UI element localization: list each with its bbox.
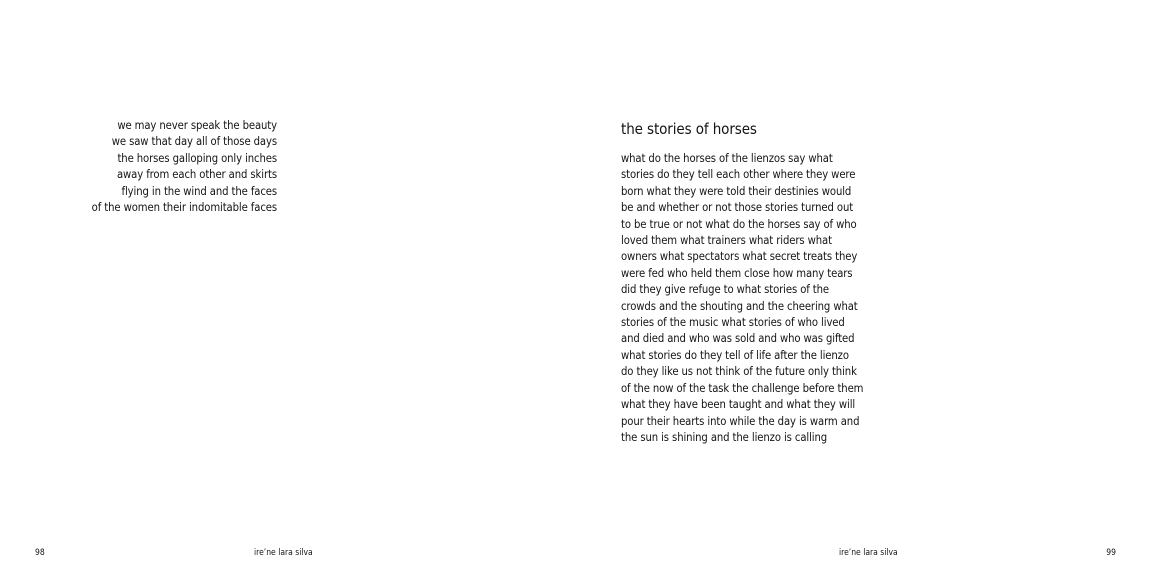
poem-line: what stories do they tell of life after the lienzo	[621, 348, 849, 362]
poem-title: the stories of horses	[621, 120, 757, 138]
poem-line: away from each other and skirts	[116, 168, 277, 182]
page-number-right: 99	[1106, 548, 1116, 558]
right-page	[576, 0, 1152, 576]
poem-line: we saw that day all of those days	[111, 135, 277, 149]
poem-line: be and whether or not those stories turned out	[621, 201, 854, 215]
poem-line: the horses galloping only inches	[117, 151, 277, 165]
running-footer-author-right: ire’ne lara silva	[839, 548, 898, 558]
poem-line: stories of the music what stories of who lived	[621, 316, 845, 330]
poem-line: were fed who held them close how many tears	[621, 266, 853, 280]
poem-line: of the women their indomitable faces	[91, 201, 277, 215]
poem-line: the sun is shining and the lienzo is calling	[621, 430, 828, 444]
right-poem-body	[621, 151, 863, 446]
poem-line: to be true or not what do the horses say of who	[621, 217, 857, 231]
poem-line: we may never speak the beauty	[117, 119, 277, 132]
page-number-left: 98	[35, 548, 45, 558]
poem-line: stories do they tell each other where they were	[621, 168, 856, 182]
poem-line: born what they were told their destinies would	[621, 184, 852, 198]
running-footer-author-left: ire’ne lara silva	[254, 548, 313, 558]
left-poem-stanza	[92, 118, 277, 216]
poem-line: what do the horses of the lienzos say what	[621, 152, 833, 165]
poem-line: loved them what trainers what riders what	[621, 234, 832, 248]
poem-line: flying in the wind and the faces	[121, 184, 277, 198]
poem-line: crowds and the shouting and the cheering what	[621, 299, 858, 313]
poem-line: what they have been taught and what they will	[621, 398, 856, 412]
poem-line: owners what spectators what secret treats they	[621, 250, 858, 264]
poem-line: pour their hearts into while the day is warm and	[621, 414, 860, 428]
poem-line: and died and who was sold and who was gifted	[621, 332, 855, 346]
poem-line: of the now of the task the challenge before them	[621, 381, 864, 395]
poem-line: do they like us not think of the future only think	[621, 365, 857, 379]
poem-line: did they give refuge to what stories of the	[621, 283, 830, 297]
